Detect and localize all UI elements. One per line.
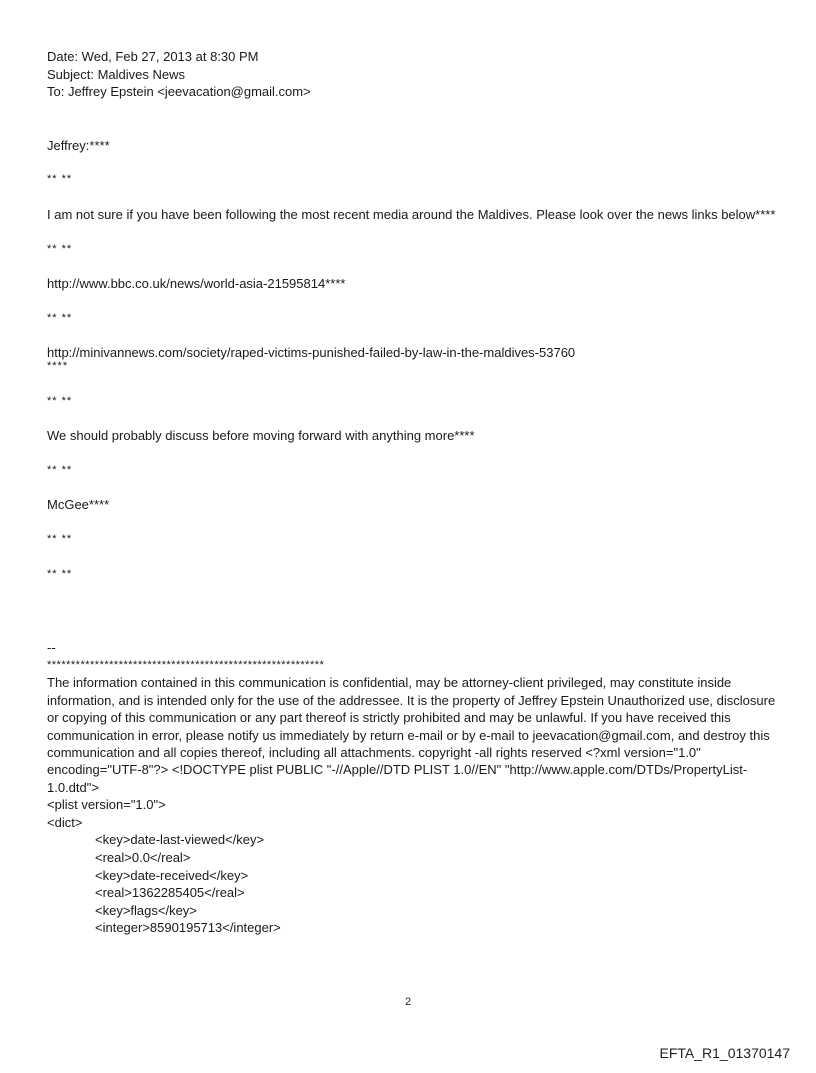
stars-separator: ** ** [47,242,73,255]
xml-line: <real>1362285405</real> [95,885,245,901]
xml-line: <key>flags</key> [95,902,197,918]
document-id: EFTA_R1_01370147 [659,1045,790,1061]
xml-line: <key>date-last-viewed</key> [95,832,265,848]
stars-separator: ** ** [47,173,73,186]
news-link-bbc: http://www.bbc.co.uk/news/world-asia-21595814**** [47,276,346,292]
page-number: 2 [404,996,412,1008]
email-header [47,48,777,101]
news-link-minivan: http://minivannews.com/society/raped-victims-punished-failed-by-law-in-the-maldives-53760 [47,345,576,361]
header-to: To: Jeffrey Epstein <jeevacation@gmail.com> [47,84,311,100]
stars-separator: ** ** [47,532,73,545]
plist-open-tag: <plist version="1.0"> [47,797,166,813]
paragraph-media: I am not sure if you have been following the most recent media around the Maldives. Please look over the news links below**** [47,206,776,222]
dict-open-tag: <dict> [47,814,83,830]
greeting: Jeffrey:**** [47,137,110,153]
xml-line: <key>date-received</key> [95,867,249,883]
stars-separator: ** ** [47,567,73,580]
xml-line: <real>0.0</real> [95,849,191,865]
stars-separator: ** ** [47,311,73,324]
confidentiality-disclaimer: The information contained in this communication is confidential, may be attorney-client privileged, may constitute inside information, and is intended only for the use of the addressee. It is the property of Jeffrey Epstein Unauthorized use, disclosure or copying of this communication or any part thereof is strictly prohibited and may be unlawful. If you have received this communication in error, please notify us immediately by return e-mail or by e-mail to jeevacation@gmail.com, and destroy this communication and all copies thereof, including all attachments. copyright -all rights reserved <?xml version="1.0" encoding="UTF-8"?> <!DOCTYPE plist PUBLIC "-//Apple//DTD PLIST 1.0//EN" "http://www.apple.com/DTDs/PropertyList-1.0.dtd"> [47,675,779,795]
asterisk-rule: ********************************************************** [47,658,325,671]
stars-separator: ** ** [47,463,73,476]
plist-entries [47,831,777,937]
email-body [47,137,777,583]
stars-separator: ** ** [47,394,73,407]
header-subject: Subject: Maldives News [47,66,185,82]
paragraph-discuss: We should probably discuss before moving forward with anything more**** [47,428,475,444]
email-footer [47,639,777,937]
header-date: Date: Wed, Feb 27, 2013 at 8:30 PM [47,49,259,64]
xml-line: <integer>8590195713</integer> [95,920,281,936]
email-document [47,48,777,937]
signature-dashes: -- [47,640,56,656]
news-link-minivan-suffix: **** [47,359,69,372]
signature: McGee**** [47,497,110,513]
